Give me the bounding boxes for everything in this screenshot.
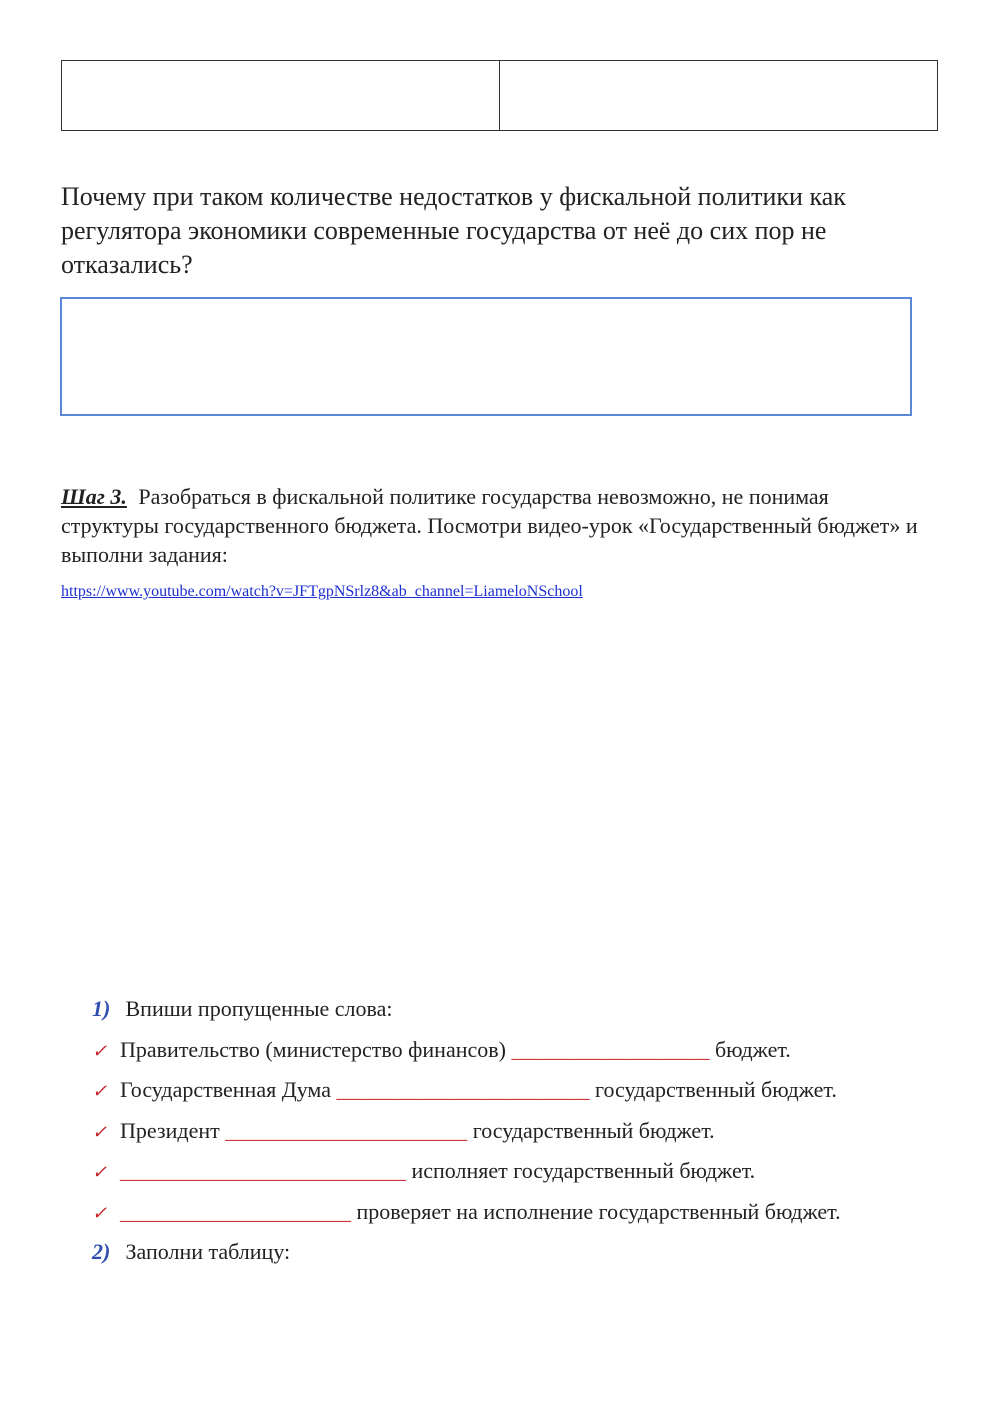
task1-heading xyxy=(92,995,393,1023)
step3-paragraph xyxy=(61,482,921,569)
item-after: проверяет на исполнение государственный бюджет. xyxy=(351,1199,841,1224)
item-before: Правительство (министерство финансов) xyxy=(120,1037,512,1062)
list-item xyxy=(92,1036,791,1065)
list-item xyxy=(92,1076,837,1105)
item-after: бюджет. xyxy=(709,1037,791,1062)
video-link[interactable]: https://www.youtube.com/watch?v=JFTgpNSrlz8&ab_channel=LiameloNSchool xyxy=(61,583,583,600)
checkmark-bullet-icon: ✓ xyxy=(92,1081,108,1101)
fill-blank[interactable]: __________________________ xyxy=(120,1158,406,1183)
table-cell-right[interactable] xyxy=(500,61,938,131)
fill-blank[interactable]: __________________ xyxy=(511,1037,710,1062)
item-before: Государственная Дума xyxy=(120,1077,337,1102)
task1-title: Впиши пропущенные слова: xyxy=(125,996,393,1021)
fill-blank[interactable]: _____________________ xyxy=(120,1199,351,1224)
task2-heading xyxy=(92,1238,290,1266)
task2-number: 2) xyxy=(92,1239,111,1264)
step3-text: Разобраться в фискальной политике государства невозможно, не понимая структуры государственного бюджета. Посмотри видео-урок «Государственный бюджет» и выполни задания: xyxy=(61,484,918,567)
item-after: государственный бюджет. xyxy=(467,1118,715,1143)
table-cell-left[interactable] xyxy=(62,61,500,131)
step3-label: Шаг 3. xyxy=(61,484,127,509)
checkmark-bullet-icon: ✓ xyxy=(92,1041,108,1061)
table-row xyxy=(62,61,938,131)
checkmark-bullet-icon: ✓ xyxy=(92,1203,108,1223)
checkmark-bullet-icon: ✓ xyxy=(92,1122,108,1142)
question-text: Почему при таком количестве недостатков у фискальной политики как регулятора экономики современные государства от неё до сих пор не отказались? xyxy=(61,182,846,279)
fill-blank[interactable]: _______________________ xyxy=(336,1077,590,1102)
task2-title: Заполни таблицу: xyxy=(125,1239,291,1264)
list-item xyxy=(92,1198,841,1227)
answer-table xyxy=(61,60,938,131)
list-item xyxy=(92,1117,715,1146)
list-item xyxy=(92,1157,755,1186)
fill-blank[interactable]: ______________________ xyxy=(225,1118,468,1143)
item-after: исполняет государственный бюджет. xyxy=(406,1158,756,1183)
item-before: Президент xyxy=(120,1118,226,1143)
task1-number: 1) xyxy=(92,996,111,1021)
answer-input[interactable] xyxy=(60,297,912,416)
checkmark-bullet-icon: ✓ xyxy=(92,1162,108,1182)
item-after: государственный бюджет. xyxy=(589,1077,837,1102)
